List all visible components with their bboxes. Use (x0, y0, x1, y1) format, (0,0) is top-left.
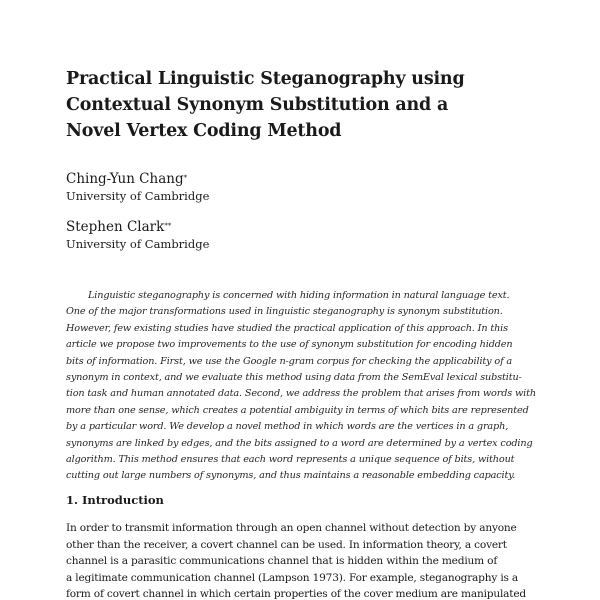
author-affiliation: University of Cambridge (66, 189, 210, 203)
author-footnote-mark: ** (164, 222, 172, 230)
author-name: Ching-Yun Chang* (66, 171, 188, 187)
author-block (66, 170, 209, 204)
abstract-line: synonym in context, and we evaluate this method using data from the SemEval lexical substitu- (66, 372, 522, 384)
body-line: In order to transmit information through an open channel without detection by anyone (66, 522, 517, 534)
author-affiliation: University of Cambridge (66, 237, 210, 251)
abstract-line: more than one sense, which creates a potential ambiguity in terms of which bits are represented (66, 404, 529, 416)
body-text (66, 520, 540, 600)
abstract-line: article we propose two improvements to the use of synonym substitution for encoding hidden (66, 339, 513, 351)
abstract-line: However, few existing studies have studied the practical application of this approach. In this (66, 322, 508, 334)
abstract-line: by a particular word. We develop a novel method in which words are the vertices in a graph, (66, 421, 509, 433)
abstract-line: algorithm. This method ensures that each word represents a unique sequence of bits, without (66, 454, 515, 466)
title-line: Practical Linguistic Steganography using (66, 69, 465, 89)
paper-title (66, 66, 486, 144)
title-line: Contextual Synonym Substitution and a (66, 95, 449, 115)
author-name: Stephen Clark** (66, 219, 172, 235)
author-footnote-mark: * (183, 174, 188, 182)
abstract-line: Linguistic steganography is concerned with hiding information in natural language text. (88, 290, 510, 301)
body-line: other than the receiver, a covert channel can be used. In information theory, a covert (66, 538, 507, 551)
body-line: form of covert channel in which certain properties of the cover medium are manipulated (66, 588, 527, 600)
abstract-line: tion task and human annotated data. Second, we address the problem that arises from words with (66, 388, 536, 400)
abstract (66, 288, 540, 485)
abstract-line: cutting out large numbers of synonyms, and thus maintains a reasonable embedding capacity. (66, 470, 516, 482)
abstract-line: One of the major transformations used in linguistic steganography is synonym substitution. (66, 306, 503, 318)
abstract-line: bits of information. First, we use the Google n-gram corpus for checking the applicability of a (66, 355, 513, 367)
abstract-line: synonyms are linked by edges, and the bits assigned to a word are determined by a vertex coding (66, 437, 533, 449)
body-line: a legitimate communication channel (Lampson 1973). For example, steganography is a (66, 571, 519, 584)
title-line: Novel Vertex Coding Method (66, 121, 342, 141)
section-heading: 1. Introduction (66, 493, 164, 507)
author-block (66, 218, 209, 252)
body-line: channel is a parasitic communications channel that is hidden within the medium of (66, 555, 498, 568)
